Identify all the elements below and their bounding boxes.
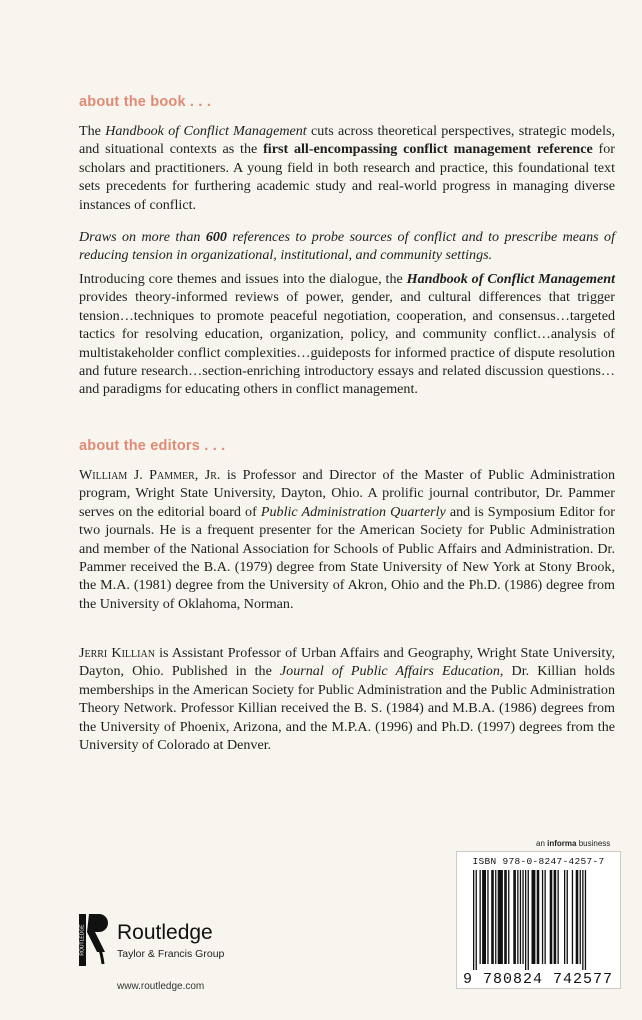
barcode-bar bbox=[525, 870, 526, 970]
barcode-bar bbox=[532, 870, 536, 964]
barcode-bar bbox=[582, 870, 583, 970]
publisher-name: Routledge bbox=[117, 921, 213, 944]
barcode-bar bbox=[482, 870, 486, 964]
about-editors-heading: about the editors . . . bbox=[79, 438, 226, 454]
barcode-bar bbox=[550, 870, 553, 964]
barcode-bar bbox=[576, 870, 579, 964]
barcode-bar bbox=[498, 870, 503, 964]
editor-bio-killian: Jerri Killian is Assistant Professor of Urban Affairs and Geography, Wright State University, Dayton, Ohio. Published in the Journal of Public Affairs Education, Dr. Killian holds memberships in the American Society for Public Administration and the Public Administration Theory Network. Professor Killian received the B. S. (1984) and M.B.A. (1986) degrees from the University of Phoenix, Arizona, and the M.P.A. (1996) and Ph.D. (1997) degrees from the University of Colorado at Denver. bbox=[79, 645, 615, 754]
routledge-logo bbox=[79, 910, 109, 968]
book-references-note: Draws on more than 600 references to probe sources of conflict and to prescribe means of reducing tension in organizational, institutional, and community settings. bbox=[79, 229, 615, 264]
barcode-bar bbox=[520, 870, 521, 964]
barcode-bar bbox=[585, 870, 586, 970]
barcode-bar bbox=[487, 870, 488, 964]
about-book-heading: about the book . . . bbox=[79, 94, 212, 110]
barcode-bar bbox=[508, 870, 509, 964]
barcode-bar bbox=[480, 870, 481, 964]
journal-title: Public Administration Quarterly bbox=[260, 503, 446, 520]
barcode-bar bbox=[554, 870, 557, 964]
barcode-bar bbox=[580, 870, 581, 964]
informa-business-label: an informa business bbox=[536, 839, 611, 848]
book-description: The Handbook of Conflict Management cuts across theoretical perspectives, strategic models, and situational contexts as the first all-encompassing conflict management reference for scholars and practitioners. A young field in both research and practice, this foundational text sets precedents for furthering academic study and real-world progress in managing diverse instances of conflict. bbox=[79, 123, 615, 213]
barcode-bar bbox=[504, 870, 507, 964]
publisher-group: Taylor & Francis Group bbox=[117, 948, 225, 960]
book-contents-summary: Introducing core themes and issues into the dialogue, the Handbook of Conflict Management provides theory-informed reviews of power, gender, and cultural differences that trigger tension…techniques to promote peaceful negotiation, cooperation, and consensus…targeted tactics for resolving education, organization, policy, and community conflict…analysis of multistakeholder conflict complexities…guideposts for informed practice of dispute resolution and future research…section-enriching introductory essays and related discussion questions…and paradigms for educating others in conflict management. bbox=[79, 271, 615, 398]
book-title: Handbook of Conflict Management bbox=[105, 123, 307, 139]
barcode-bars bbox=[473, 870, 606, 970]
isbn-barcode bbox=[456, 851, 621, 989]
barcode-bar bbox=[522, 870, 523, 964]
barcode-bar bbox=[476, 870, 477, 970]
barcode-bar bbox=[517, 870, 518, 964]
editor-name: William J. Pammer, Jr. bbox=[79, 467, 221, 483]
barcode-bar bbox=[564, 870, 565, 964]
barcode-bar bbox=[528, 870, 529, 970]
barcode-bar bbox=[542, 870, 543, 964]
barcode-bar bbox=[513, 870, 516, 964]
barcode-bar bbox=[567, 870, 568, 964]
barcode-bar bbox=[558, 870, 559, 964]
barcode-bar bbox=[545, 870, 546, 964]
book-title: Handbook of Conflict Management bbox=[406, 271, 615, 287]
references-count: 600 bbox=[205, 229, 227, 245]
publisher-website[interactable]: www.routledge.com bbox=[117, 981, 205, 992]
journal-title: Journal of Public Affairs Education bbox=[279, 663, 500, 680]
editor-bio-pammer: William J. Pammer, Jr. is Professor and Director of the Master of Public Administration program, Wright State University, Dayton, Ohio. A prolific journal contributor, Dr. Pammer serves on the editorial board of Public Administration Quarterly and is Symposium Editor for two journals. He is a frequent presenter for the American Society for Public Administration and member of the National Association for Schools of Public Affairs and Administration. Dr. Pammer received the B.A. (1979) degree from State University of New York at Stony Brook, the M.A. (1981) degree from the University of Akron, Ohio and the Ph.D. (1986) degree from the University of Oklahoma, Norman. bbox=[79, 467, 615, 612]
barcode-bar bbox=[537, 870, 540, 964]
svg-text:ROUTLEDGE: ROUTLEDGE bbox=[79, 924, 86, 956]
barcode-bar bbox=[473, 870, 474, 970]
barcode-bar bbox=[491, 870, 494, 964]
barcode-digits: 9 780824 742577 bbox=[463, 971, 614, 988]
editor-name: Jerri Killian bbox=[79, 645, 155, 661]
barcode-bar bbox=[572, 870, 573, 964]
isbn-label: ISBN 978-0-8247-4257-7 bbox=[472, 856, 605, 867]
book-emphasis: first all-encompassing conflict management reference bbox=[263, 141, 593, 158]
barcode-bar bbox=[495, 870, 496, 964]
